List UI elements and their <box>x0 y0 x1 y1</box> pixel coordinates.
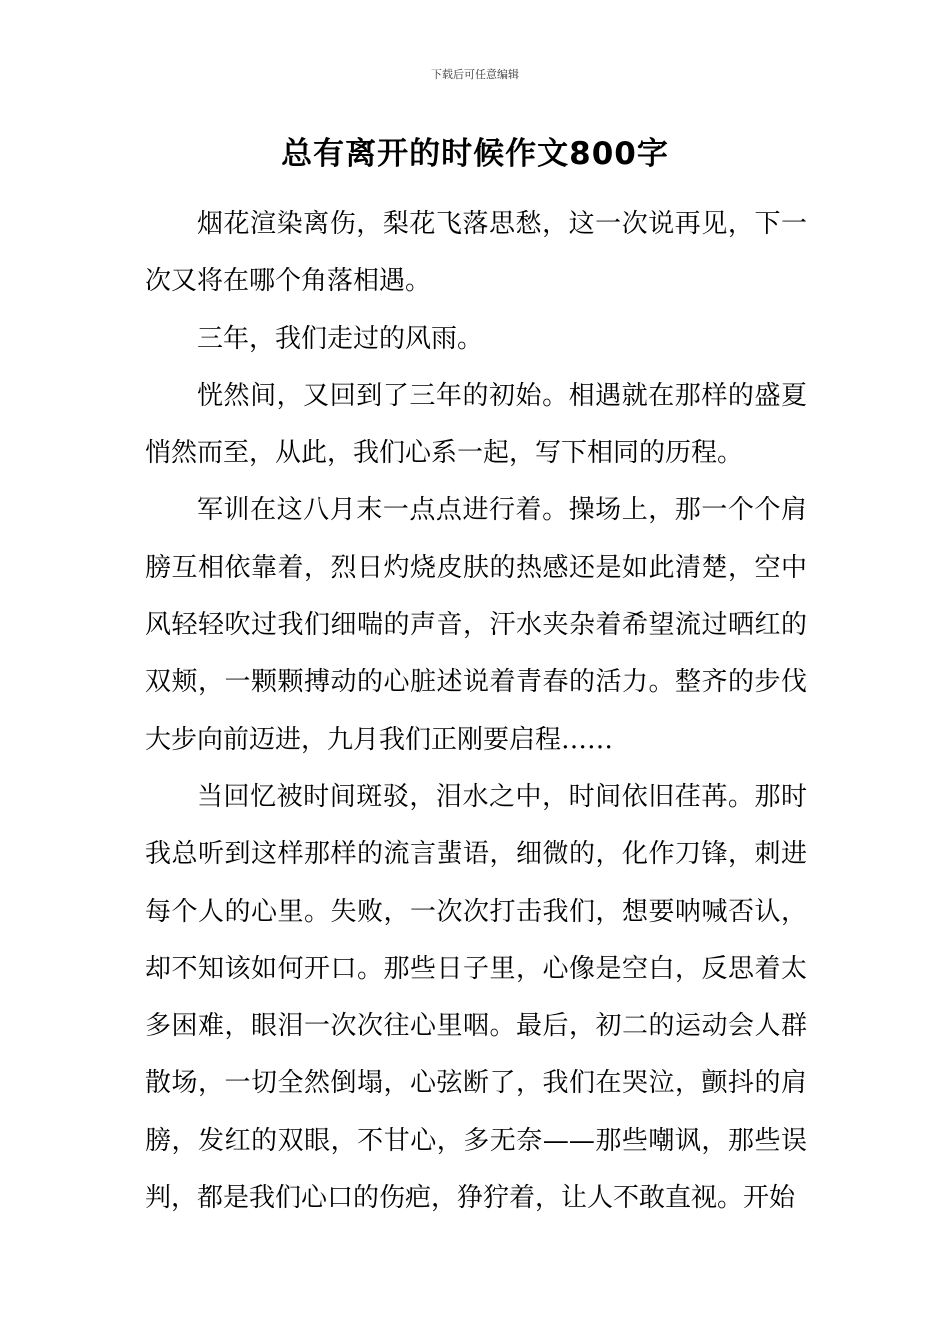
header-note: 下载后可任意编辑 <box>431 68 519 81</box>
paragraph: 烟花渲染离伤，梨花飞落思愁，这一次说再见，下一次又将在哪个角落相遇。 <box>145 209 807 297</box>
paragraph: 当回忆被时间斑驳，泪水之中，时间依旧荏苒。那时我总听到这样那样的流言蜚语，细微的，化作刀锋，刺进每个人的心里。失败，一次次打击我们，想要呐喊否认，却不知该如何开口。那些日子里，心像是空白，反思着太多困难，眼泪一次次往心里咽。最后，初二的运动会人群散场，一切全然倒塌，心弦断了，我们在哭泣，颤抖的肩膀，发红的双眼，不甘心，多无奈——那些嘲讽，那些误判，都是我们心口的伤疤，狰狞着，让人不敢直视。开始 <box>145 781 807 1214</box>
document-body <box>145 196 807 1227</box>
paragraph: 军训在这八月末一点点进行着。操场上，那一个个肩膀互相依靠着，烈日灼烧皮肤的热感还是如此清楚，空中风轻轻吹过我们细喘的声音，汗水夹杂着希望流过晒红的双颊，一颗颗搏动的心脏述说着青春的活力。整齐的步伐大步向前迈进，九月我们正刚要启程…… <box>145 495 807 755</box>
document-title: 总有离开的时候作文800字 <box>281 136 669 172</box>
paragraph: 恍然间，又回到了三年的初始。相遇就在那样的盛夏悄然而至，从此，我们心系一起，写下相同的历程。 <box>145 380 807 469</box>
paragraph: 三年，我们走过的风雨。 <box>197 323 484 354</box>
